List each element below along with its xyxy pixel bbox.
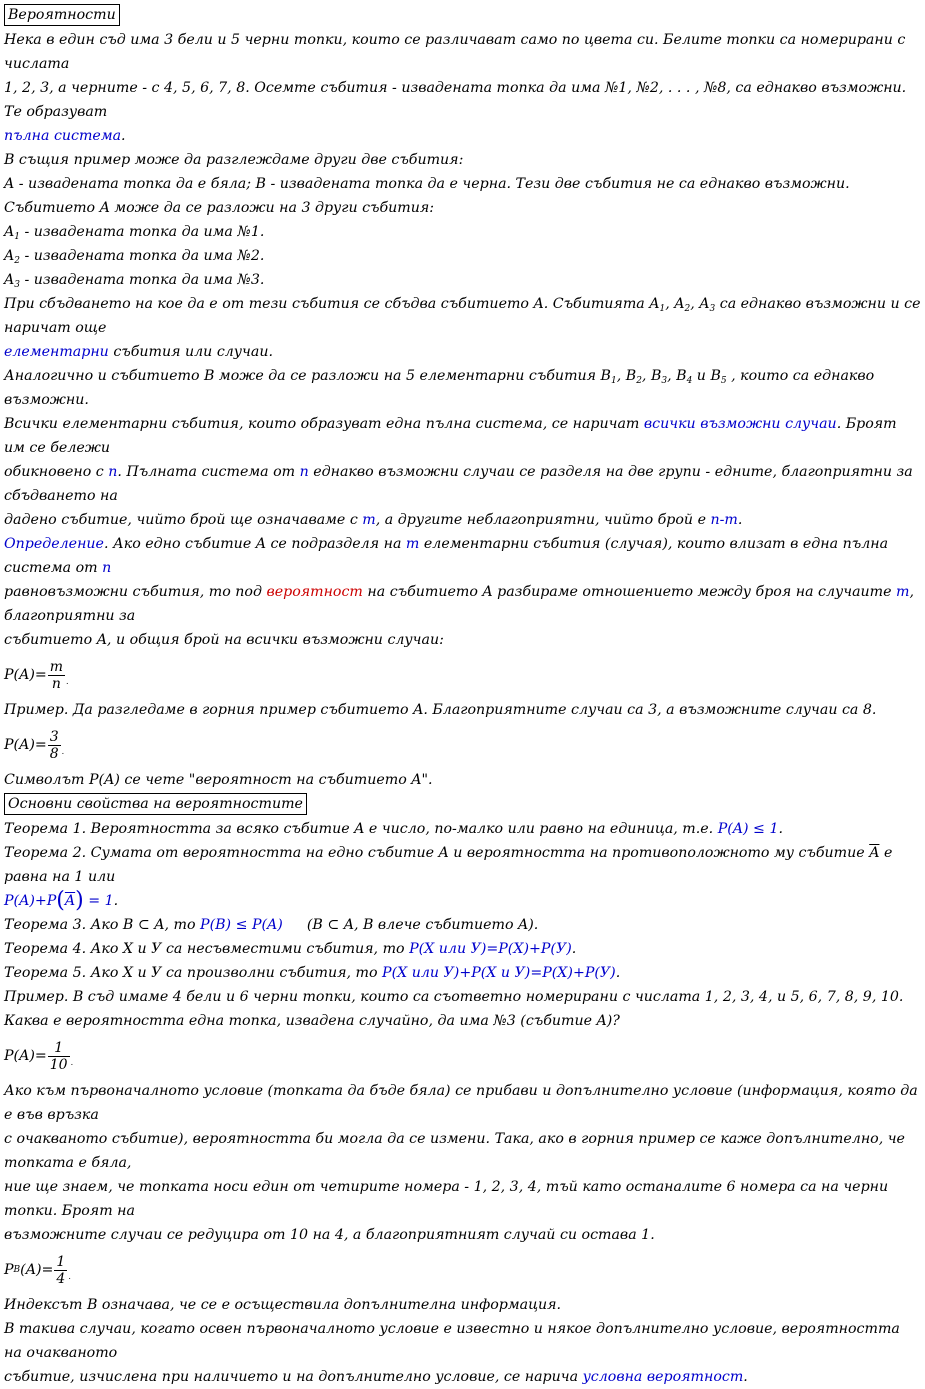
fraction-1-over-4: $\frac{1}{4}$ [56,1253,66,1287]
heading-basic-properties: Основни свойства на вероятностите [4,793,307,815]
formula-3-over-8: P(A)= $\frac{3}{8}$ . [4,728,65,762]
final-line-3: събитие, изчислена при наличието и на допълнително условие, се нарича условна вероятност. [4,1369,748,1385]
example2-line-1: Пример. В съд имаме 4 бели и 6 черни топки, които са съответно номерирани с числата 1, 2, 3, 4, и 5, 6, 7, 8, 9, 10. [4,989,904,1005]
final-line-1: Индексът B означава, че се е осъществила допълнителна информация. [4,1297,562,1313]
definition-line-1: Определение. Ако едно събитие A се подразделя на m елементарни събития (случая), които влизат в една пълна система от n [4,536,889,576]
conditional-line-1: Ако към първоначалното условие (топката да бъде бяла) се прибави и допълнително условие (информация, която да е във връзка [4,1083,918,1123]
para3-line-3: Аналогично и събитието B може да се разложи на 5 елементарни събития $B_1$, $B_2$, $B_3$, $B_4$ и $B_5$ , които са еднакво възможни. [4,368,875,408]
definition-line-3: събитието A, и общия брой на всички възможни случаи: [4,632,444,648]
event-a2: $A_2$ - извадената топка да има №2. [4,248,265,266]
formula-classical-probability: P(A)= $\frac{m}{n}$ . [4,658,69,692]
link-conditional-probability[interactable]: условна вероятност [582,1369,744,1385]
link-all-possible-cases[interactable]: всички възможни случаи [643,416,837,432]
intro-line-1: Нека в един съд има 3 бели и 5 черни топки, които се различават само по цвета си. Белите топки са номерирани с числата [4,32,906,72]
symbol-line: Символът P(A) се чете "вероятност на събитието A". [4,772,433,788]
intro-line-2: 1, 2, 3, а черните - с 4, 5, 6, 7, 8. Осемте събития - извадената топка да има №1, №2, . . . , №8, са еднакво възможни. Те образуват [4,80,907,120]
para4-line-2: обикновено с n. Пълната система от n еднакво възможни случаи се разделя на две групи - едните, благоприятни за сбъдването на [4,464,913,504]
final-line-2: В такива случаи, когато освен първоначалното условие е известно и някое допълнително условие, вероятността на очакваното [4,1321,900,1361]
conditional-line-4: възможните случаи се редуцира от 10 на 4, а благоприятният случай си остава 1. [4,1227,655,1243]
fraction-m-over-n: $\frac{m}{n}$ [49,658,64,692]
theorem-1: Теорема 1. Вероятността за всяко събитие A е число, по-малко или равно на единица, т.е. P(A) ≤ 1. [4,821,783,837]
para2-line-3: Събитието A може да се разложи на 3 други събития: [4,200,435,216]
document [4,3,922,1389]
link-elementary[interactable]: елементарни [4,344,109,360]
intro-line-3: пълна система. [4,128,126,144]
conditional-line-2: с очакваното събитие), вероятността би могла да се измени. Така, ако в горния пример се каже допълнително, че топката е бяла, [4,1131,905,1171]
para3-line-1: При сбъдването на кое да е от тези събития се сбъдва събитието A. Събитията $A_1$, $A_2$, $A_3$ са еднакво възможни и се наричат още [4,296,921,336]
link-definition[interactable]: Определение [4,536,104,552]
para2-line-1: В същия пример може да разглеждаме други две събития: [4,152,464,168]
link-probability[interactable]: вероятност [266,584,363,600]
para2-line-2: A - извадената топка да е бяла; B - извадената топка да е черна. Тези две събития не са еднакво възможни. [4,176,850,192]
heading-probabilities: Вероятности [4,4,120,26]
para4-line-1: Всички елементарни събития, които образуват една пълна система, се наричат всички възможни случаи. Броят им се бележи [4,416,897,456]
theorem-4: Теорема 4. Ако X и У са несъвместими събития, то P(X или У)=P(X)+P(У). [4,941,577,957]
conditional-line-3: ние ще знаем, че топката носи един от четирите номера - 1, 2, 3, 4, тъй като останалите 6 номера са на черни топки. Броят на [4,1179,889,1219]
definition-line-2: равновъзможни събития, то под вероятност на събитието A разбираме отношението между броя на случаите m, благоприятни за [4,584,915,624]
formula-1-over-10: P(A)= $\frac{1}{10}$ . [4,1039,74,1073]
fraction-1-over-10: $\frac{1}{10}$ [49,1039,68,1073]
para3-line-2: елементарни събития или случаи. [4,344,273,360]
example2-line-2: Каква е вероятността една топка, извадена случайно, да има №3 (събитие A)? [4,1013,620,1029]
event-a3: $A_3$ - извадената топка да има №3. [4,272,265,290]
theorem-3: Теорема 3. Ако B ⊂ A, то P(B) ≤ P(A) (B ⊂ A, B влече събитието A). [4,917,539,933]
example1: Пример. Да разгледаме в горния пример събитието A. Благоприятните случаи са 3, а възможните случаи са 8. [4,702,877,718]
link-full-system[interactable]: пълна система [4,128,122,144]
theorem-5: Теорема 5. Ако X и У са произволни събития, то P(X или У)+P(X и У)=P(X)+P(У). [4,965,621,981]
para4-line-3: дадено събитие, чийто брой ще означаваме с m, а другите неблагоприятни, чийто брой е n-m. [4,512,743,528]
event-a1: $A_1$ - извадената топка да има №1. [4,224,265,242]
formula-conditional-1-over-4: P B (A)= $\frac{1}{4}$ . [4,1253,71,1287]
theorem-2-line-1: Теорема 2. Сумата от вероятността на едно събитие A и вероятността на противоположното му събитие $\overline{A}$ е равна на 1 или [4,845,893,885]
fraction-3-over-8: $\frac{3}{8}$ [49,728,59,762]
theorem-2-line-2: $P(A)+P(\overline{A}) = 1$. [4,888,119,913]
